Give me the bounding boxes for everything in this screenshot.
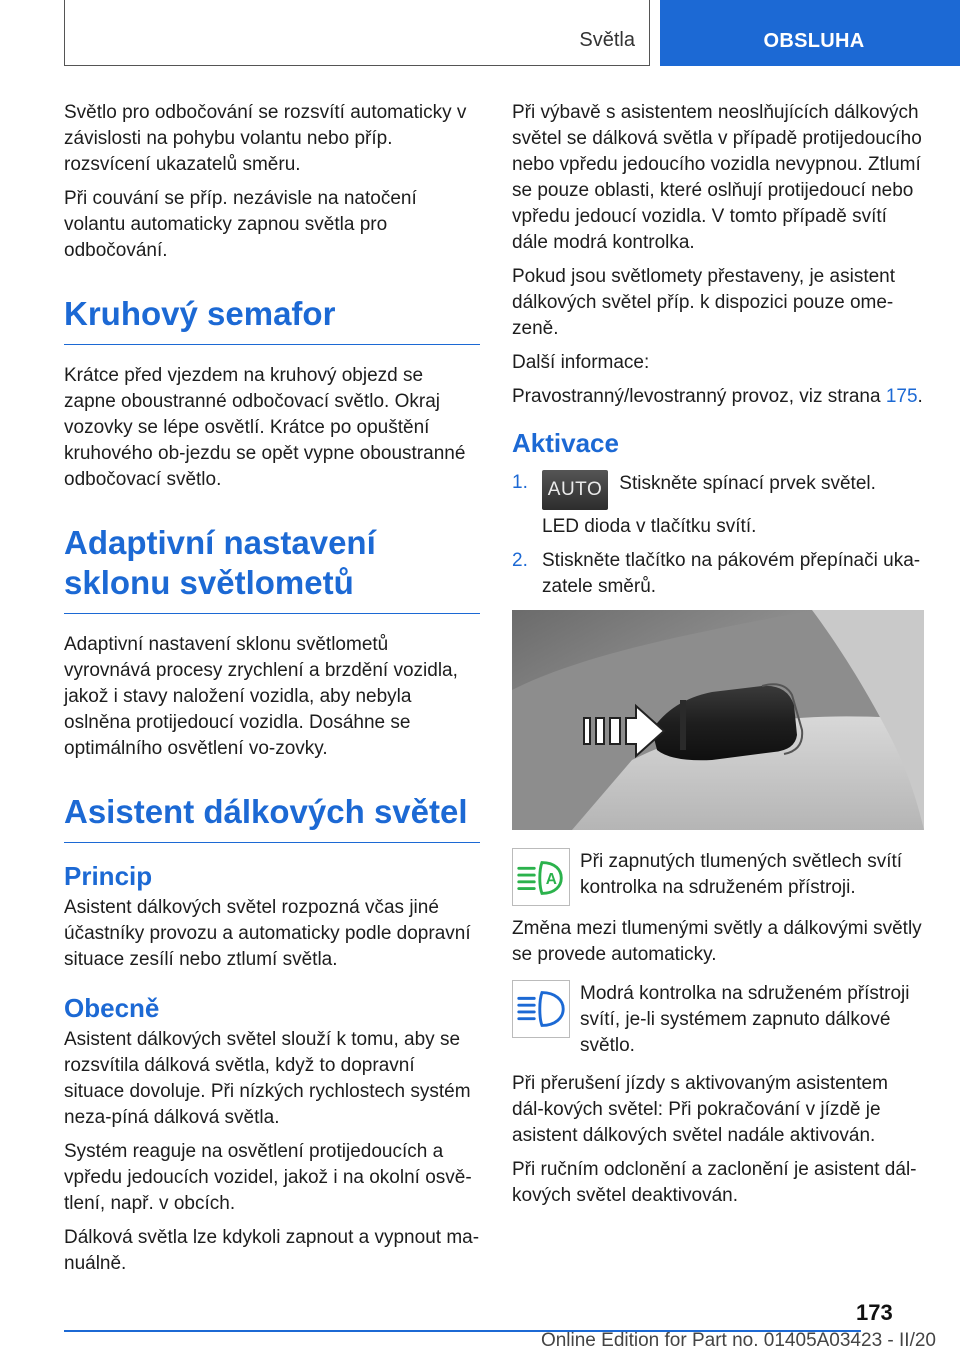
page-link-175[interactable]: 175 [885, 386, 918, 407]
paragraph: Další informace: [512, 352, 650, 373]
left-column [64, 100, 480, 1285]
heading-princip: Princip [64, 861, 153, 891]
paragraph: Při ručním odclonění a zaclonění je asistent dál‐kových světel deaktivován. [512, 1159, 917, 1206]
paragraph: Dálková světla lze kdykoli zapnout a vypnout ma‐nuálně. [64, 1227, 480, 1274]
paragraph: Asistent dálkových světel slouží k tomu, aby se rozsvítila dálková světla, když to dopravní situace dovoluje. Při nízkých rychlostech systém neza‐píná dálková světla. [64, 1029, 471, 1128]
paragraph: Při přerušení jízdy s aktivovaným asistentem dál‐kových světel: Při pokračování v jízdě je asistent dálkových světel nadále aktivován. [512, 1073, 888, 1146]
step-text: Stiskněte tlačítko na pákovém přepínači uka‐zatele směrů. [542, 550, 921, 597]
step-subtext: LED dioda v tlačítku svítí. [542, 516, 757, 537]
step-main-line [542, 470, 876, 510]
right-column [512, 100, 924, 1217]
paragraph-cross-reference [512, 384, 924, 410]
paragraph: Systém reaguje na osvětlení protijedoucích a vpředu jedoucích vozidel, jakož i na okolní osvě‐tlení, např. v obcích. [64, 1141, 472, 1214]
paragraph: Krátce před vjezdem na kruhový objezd se zapne oboustranné odbočovací světlo. Okraj vozovky se lépe osvětlí. Krátce po opuštění kruhového ob‐jezdu se opět vypne oboustranné odbočovací světlo. [64, 365, 466, 490]
paragraph: Změna mezi tlumenými světly a dálkovými světly se provede automaticky. [512, 918, 922, 965]
indicator-description: Modrá kontrolka na sdruženém přístroji svítí, je-li systémem zapnuto dálkové světlo. [580, 983, 910, 1056]
heading-obecne: Obecně [64, 993, 160, 1023]
svg-text:A: A [545, 870, 557, 888]
chapter-tab [660, 0, 960, 66]
paragraph: Při couvání se příp. nezávisle na natočení volantu automaticky zapnou světla pro odbočování. [64, 188, 417, 261]
paragraph: Pokud jsou světlomety přestaveny, je asistent dálkových světel příp. k dispozici pouze ome‐zeně. [512, 266, 896, 339]
chapter-title: OBSLUHA [763, 30, 865, 52]
step-text: Stiskněte spínací prvek světel. [619, 473, 876, 494]
paragraph: Světlo pro odbočování se rozsvítí automaticky v závislosti na pohybu volantu nebo příp. rozsvícení ukazatelů směru. [64, 102, 467, 175]
header-section-box [64, 0, 650, 66]
page-number: 173 [856, 1300, 893, 1325]
auto-headlight-indicator-icon [512, 848, 570, 906]
heading-kruhovy-semafor: Kruhový semafor [64, 294, 480, 345]
indicator-description: Při zapnutých tlumených světlech svítí kontrolka na sdruženém přístroji. [580, 851, 903, 898]
section-title: Světla [579, 29, 635, 51]
high-beam-indicator-icon [512, 980, 570, 1038]
cross-reference-end: . [917, 386, 923, 407]
heading-aktivace: Aktivace [512, 428, 619, 458]
step-number: 1. [512, 472, 528, 493]
step-number: 2. [512, 550, 528, 571]
step-2 [512, 548, 924, 600]
indicator-auto-headlight [512, 848, 924, 906]
activation-steps [512, 470, 924, 600]
heading-asistent-dalkovych-svetel: Asistent dálkových světel [64, 792, 480, 843]
paragraph: Při výbavě s asistentem neoslňujících dálkových světel se dálková světla v případě protijedoucího nebo vpředu jedoucího vozidla nevypnou. Ztlumí se pouze oblasti, které oslňují protijedoucí nebo vpředu jedoucí vozidla. V tomto případě svítí dále modrá kontrolka. [512, 102, 922, 253]
indicator-high-beam [512, 980, 924, 1059]
paragraph: Asistent dálkových světel rozpozná včas jiné účastníky provozu a automaticky podle dopravní situace zesílí nebo ztlumí světla. [64, 897, 471, 970]
cross-reference-text: Pravostranný/levostranný provoz, viz strana [512, 386, 886, 407]
footer-edition: Online Edition for Part no. 01405A03423 - II/20 [540, 1330, 936, 1351]
turn-signal-lever-illustration [512, 610, 924, 830]
step-1 [512, 470, 924, 540]
paragraph: Adaptivní nastavení sklonu světlometů vyrovnává procesy zrychlení a brzdění vozidla, jakož i stavy naložení vozidla, aby nebyla oslněna protijedoucí vozidla. Dosáhne se optimálního osvětlení vo‐zovky. [64, 634, 458, 759]
auto-button-icon: AUTO [542, 470, 608, 510]
heading-adaptivni-nastaveni: Adaptivní nastavení sklonu světlometů [64, 523, 480, 614]
step-body [542, 470, 876, 540]
